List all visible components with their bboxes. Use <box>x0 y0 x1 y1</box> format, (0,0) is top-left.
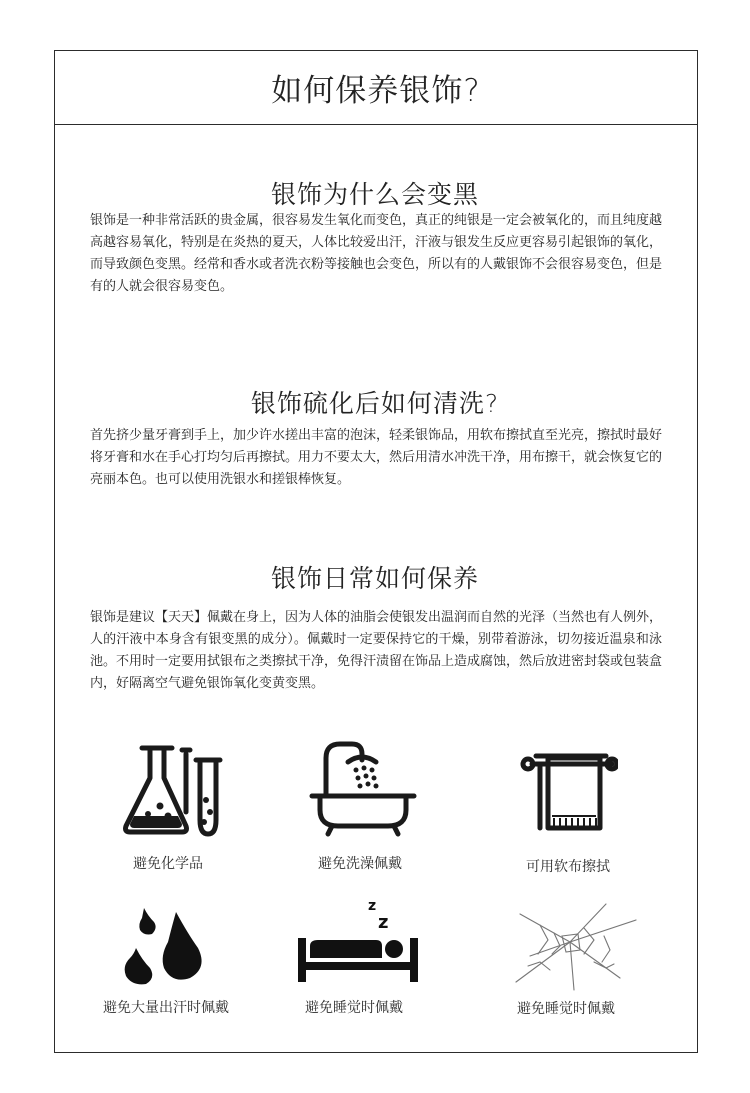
page-title: 如何保养银饰? <box>271 73 481 109</box>
chemistry-flask-icon <box>120 742 225 837</box>
page-header <box>55 51 697 125</box>
towel-rack-icon <box>518 744 618 834</box>
icon-label-sweat: 避免大量出汗时佩戴 <box>103 1000 229 1016</box>
sweat-drops-icon <box>118 906 213 986</box>
icon-label-sleep: 避免睡觉时佩戴 <box>305 1000 403 1016</box>
section-title-daily-care: 银饰日常如何保养 <box>270 564 479 593</box>
svg-text:z: z <box>368 898 377 914</box>
icon-label-chemistry: 避免化学品 <box>133 856 203 872</box>
section-body-why-black: 银饰是一种非常活跃的贵金属，很容易发生氧化而变色，真正的纯银是一定会被氧化的，而且纯度越高越容易氧化，特别是在炎热的夏天，人体比较爱出汗，汗液与银发生反应更容易引起银饰的氧化，而导致颜色变黑。经常和香水或者洗衣粉等接触也会变色，所以有的人戴银饰不会很容易变色，但是有的人就会很容易变色。 <box>90 213 663 294</box>
svg-text:z: z <box>378 912 389 933</box>
icon-label-bath: 避免洗澡佩戴 <box>318 856 402 872</box>
section-title-why-black: 银饰为什么会变黑 <box>270 180 479 209</box>
sleeping-bed-icon <box>296 896 420 986</box>
cracked-glass-icon <box>510 896 640 991</box>
icon-label-towel: 可用软布擦拭 <box>526 859 610 875</box>
section-body-daily-care: 银饰是建议【天天】佩戴在身上，因为人体的油脂会使银发出温润而自然的光泽（当然也有人例外，人的汗液中本身含有银变黑的成分）。佩戴时一定要保持它的干燥，别带着游泳，切勿接近温泉和泳池。不用时一定要用拭银布之类擦拭干净，免得汗渍留在饰品上造成腐蚀，然后放进密封袋或包装盒内，好隔离空气避免银饰氧化变黄变黑。 <box>90 610 663 691</box>
icon-label-crack: 避免睡觉时佩戴 <box>517 1001 615 1017</box>
bath-shower-icon <box>308 738 418 838</box>
section-title-cleaning: 银饰硫化后如何清洗? <box>250 389 500 418</box>
section-body-cleaning: 首先挤少量牙膏到手上，加少许水搓出丰富的泡沫，轻柔银饰品，用软布擦拭直至光亮，擦拭时最好将牙膏和水在手心打均匀后再擦拭。用力不要太大，然后用清水冲洗干净，用布擦干，就会恢复它的亮丽本色。也可以使用洗银水和搓银棒恢复。 <box>90 428 663 487</box>
